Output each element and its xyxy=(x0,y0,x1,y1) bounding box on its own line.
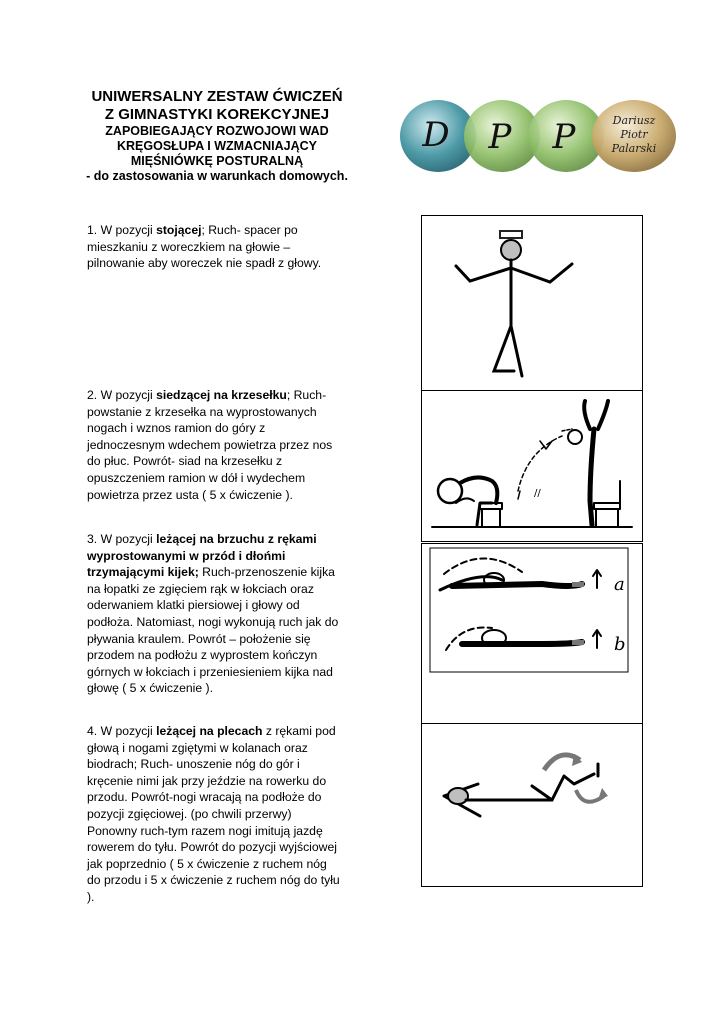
svg-text://: // xyxy=(534,488,541,499)
exercise-4-text: 4. W pozycji leżącej na plecach z rękami pod głową i nogami zgiętymi w kolanach oraz biodrach; Ruch- unoszenie nóg do gór i kręcenie nimi jak przy jeździe na rowerku do przodu. Powrót-nogi wracają na podłoże do pozycji zgięciowej. (po chwili przerwy) Ponowny ruch-tym razem nogi imitują jazdę rowerem do tyłu. Powrót do pozycji wyjściowej jak poprzednio ( 5 x ćwiczenie z ruchem nóg do przodu i 5 x ćwiczenie z ruchem nóg do tyłu ). xyxy=(87,724,340,904)
exercise-3-text: 3. W pozycji leżącej na brzuchu z rękami wyprostowanymi w przód i dłońmi trzymającymi kijek; Ruch-przenoszenie kijka na łopatki ze zgięciem rąk w łokciach oraz oderwaniem klatki piersiowej i głowy od podłoża. Natomiast, nogi wykonują ruch jak do pływania kraulem. Powrót – położenie się przodem na podłożu z wyprostem kończyn górnych w łokciach i przeniesieniem kijka nad głowę ( 5 x ćwiczenie ). xyxy=(87,532,339,696)
figure-3-frame xyxy=(421,543,643,725)
figure-1-frame xyxy=(421,215,643,392)
exercise-1-text: 1. W pozycji stojącej; Ruch- spacer po mieszkaniu z woreczkiem na głowie – pilnowanie aby woreczek nie spadł z głowy. xyxy=(87,223,322,271)
subtitle-line-1: ZAPOBIEGAJĄCY ROZWOJOWI WAD xyxy=(105,124,329,138)
dpp-logo xyxy=(398,96,680,176)
title-line-2: Z GIMNASTYKI KOREKCYJNEJ xyxy=(104,106,330,123)
document-header xyxy=(82,88,352,184)
logo-letter-2: P xyxy=(488,117,512,157)
subtitle-line-2: KRĘGOSŁUPA I WZMACNIAJĄCY xyxy=(117,139,317,153)
logo-letter-1: D xyxy=(422,115,450,155)
bag-on-head xyxy=(500,231,522,238)
subtitle-line-3: MIĘŚNIÓWKĘ POSTURALNĄ xyxy=(130,154,304,168)
head-icon xyxy=(501,240,521,260)
logo-letter-3: P xyxy=(552,117,576,157)
title-line-1: UNIWERSALNY ZESTAW ĆWICZEŃ xyxy=(91,88,343,105)
figure-chair xyxy=(422,391,642,541)
figure-prone xyxy=(422,544,642,724)
exercise-2-text: 2. W pozycji siedzącej na krzesełku; Ruch- powstanie z krzesełka na wyprostowanych nogach i wznos ramion do góry z jednoczesnym wdechem powietrza przez nos do płuc. Powrót- siad na krzesełku z opuszczeniem ramion w dół i wydechem powietrza przez usta ( 5 x ćwiczenie ). xyxy=(87,388,333,502)
logo-name-2: Piotr xyxy=(620,128,648,141)
figure-supine-cycling xyxy=(422,724,642,886)
figure-standing xyxy=(422,216,642,391)
subtitle-line-4: - do zastosowania w warunkach domowych. xyxy=(86,169,348,183)
figure-3-label-b: b xyxy=(614,634,626,655)
figure-2-frame xyxy=(421,390,643,542)
logo-name-1: Dariusz xyxy=(612,114,656,127)
figure-4-frame xyxy=(421,723,643,887)
figure-3-label-a: a xyxy=(614,574,625,595)
logo-name-3: Palarski xyxy=(611,142,657,155)
